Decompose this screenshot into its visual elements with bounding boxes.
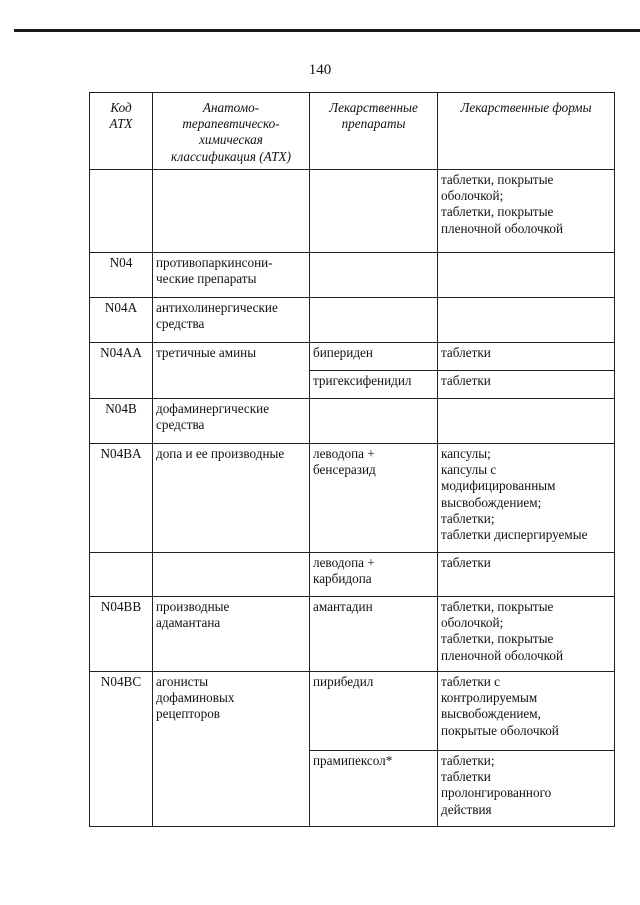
atx-code-cell: N04B — [90, 399, 153, 444]
atx-code-cell: N04BA — [90, 444, 153, 553]
atx-code-cell: N04 — [90, 253, 153, 298]
dosage-form-cell: капсулы; капсулы с модифицированным высвобождением; таблетки; таблетки диспергируемые — [438, 444, 615, 553]
table-row — [90, 343, 615, 371]
dosage-form-cell — [438, 399, 615, 444]
table-row — [90, 553, 615, 597]
atx-code-cell — [90, 170, 153, 253]
atx-code-cell — [90, 553, 153, 597]
table-row — [90, 399, 615, 444]
drug-cell: прамипексол* — [310, 751, 438, 827]
table-row — [90, 170, 615, 253]
table-header-row — [90, 93, 615, 170]
drug-cell: бипериден — [310, 343, 438, 371]
atx-code-cell: N04BB — [90, 597, 153, 672]
table-row — [90, 298, 615, 343]
atx-drug-table — [89, 92, 615, 827]
classification-cell: противопаркинсони- ческие препараты — [153, 253, 310, 298]
header-drugs: Лекарственные препараты — [310, 93, 438, 170]
table-row — [90, 444, 615, 553]
classification-cell: допа и ее производные — [153, 444, 310, 553]
drug-cell: леводопа + бенсеразид — [310, 444, 438, 553]
drug-cell: амантадин — [310, 597, 438, 672]
dosage-form-cell: таблетки — [438, 343, 615, 371]
drug-cell: пирибедил — [310, 672, 438, 751]
classification-cell: антихолинергические средства — [153, 298, 310, 343]
dosage-form-cell: таблетки, покрытые оболочкой; таблетки, покрытые пленочной оболочкой — [438, 170, 615, 253]
dosage-form-cell: таблетки, покрытые оболочкой; таблетки, покрытые пленочной оболочкой — [438, 597, 615, 672]
header-classification: Анатомо- терапевтическо- химическая классификация (АТХ) — [153, 93, 310, 170]
table-row — [90, 253, 615, 298]
drug-cell: леводопа + карбидопа — [310, 553, 438, 597]
top-rule — [14, 29, 640, 32]
classification-cell: третичные амины — [153, 343, 310, 399]
dosage-form-cell: таблетки — [438, 553, 615, 597]
drug-cell — [310, 253, 438, 298]
classification-cell: дофаминергические средства — [153, 399, 310, 444]
dosage-form-cell: таблетки — [438, 371, 615, 399]
classification-cell — [153, 553, 310, 597]
atx-code-cell: N04BC — [90, 672, 153, 827]
dosage-form-cell — [438, 298, 615, 343]
dosage-form-cell: таблетки с контролируемым высвобождением, покрытые оболочкой — [438, 672, 615, 751]
drug-cell — [310, 399, 438, 444]
drug-cell — [310, 170, 438, 253]
table-row — [90, 597, 615, 672]
drug-cell: тригексифенидил — [310, 371, 438, 399]
table-row — [90, 672, 615, 751]
atx-code-cell: N04AA — [90, 343, 153, 399]
classification-cell: агонисты дофаминовых рецепторов — [153, 672, 310, 827]
drug-cell — [310, 298, 438, 343]
page-number: 140 — [308, 62, 332, 78]
header-code: Код АТХ — [90, 93, 153, 170]
dosage-form-cell — [438, 253, 615, 298]
dosage-form-cell: таблетки; таблетки пролонгированного действия — [438, 751, 615, 827]
classification-cell — [153, 170, 310, 253]
header-forms: Лекарственные формы — [438, 93, 615, 170]
classification-cell: производные адамантана — [153, 597, 310, 672]
atx-code-cell: N04A — [90, 298, 153, 343]
